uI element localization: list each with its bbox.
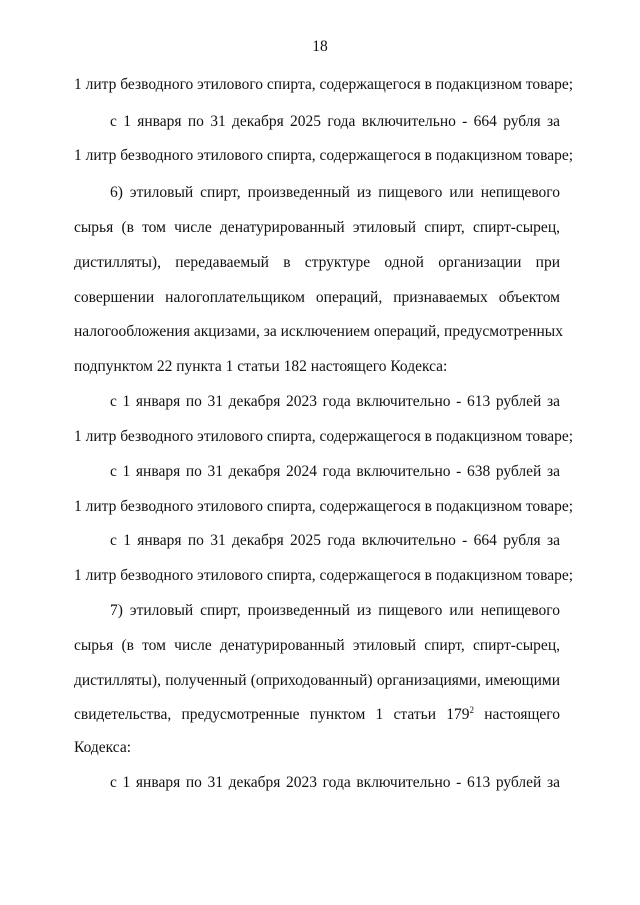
- text-line: 7) этиловый спирт, произведенный из пищевого или непищевого: [110, 602, 560, 619]
- text-line: 1 литр безводного этилового спирта, содержащегося в подакцизном товаре;: [74, 498, 574, 515]
- text-line: с 1 января по 31 декабря 2023 года включительно - 613 рублей за: [110, 393, 560, 410]
- text-fragment: настоящего: [484, 706, 560, 723]
- text-line: дистилляты), передаваемый в структуре одной организации при: [74, 254, 560, 271]
- text-line: с 1 января по 31 декабря 2023 года включительно - 613 рублей за: [110, 774, 560, 791]
- text-line: 1 литр безводного этилового спирта, содержащегося в подакцизном товаре;: [74, 147, 574, 164]
- text-line: с 1 января по 31 декабря 2025 года включительно - 664 рубля за: [110, 113, 560, 130]
- text-fragment: свидетельства, предусмотренные пунктом 1 статьи 179: [74, 706, 470, 723]
- text-line: Кодекса:: [74, 739, 132, 756]
- text-line: совершении налогоплательщиком операций, признаваемых объектом: [74, 289, 560, 306]
- text-line: сырья (в том числе денатурированный этиловый спирт, спирт-сырец,: [74, 637, 560, 654]
- text-line: 1 литр безводного этилового спирта, содержащегося в подакцизном товаре;: [74, 76, 574, 93]
- text-line: 1 литр безводного этилового спирта, содержащегося в подакцизном товаре;: [74, 428, 574, 445]
- text-line: [74, 705, 560, 725]
- superscript: 2: [469, 705, 474, 715]
- text-line: 6) этиловый спирт, произведенный из пищевого или непищевого: [110, 184, 560, 201]
- text-line: с 1 января по 31 декабря 2024 года включительно - 638 рублей за: [110, 463, 560, 480]
- text-line: налогообложения акцизами, за исключением операций, предусмотренных: [74, 323, 563, 340]
- text-line: с 1 января по 31 декабря 2025 года включительно - 664 рубля за: [110, 532, 560, 549]
- text-line: подпунктом 22 пункта 1 статьи 182 настоящего Кодекса:: [74, 358, 448, 375]
- text-line: 1 литр безводного этилового спирта, содержащегося в подакцизном товаре;: [74, 567, 574, 584]
- text-line: дистилляты), полученный (оприходованный) организациями, имеющими: [74, 672, 560, 689]
- text-line: сырья (в том числе денатурированный этиловый спирт, спирт-сырец,: [74, 219, 560, 236]
- page-number: 18: [312, 38, 328, 55]
